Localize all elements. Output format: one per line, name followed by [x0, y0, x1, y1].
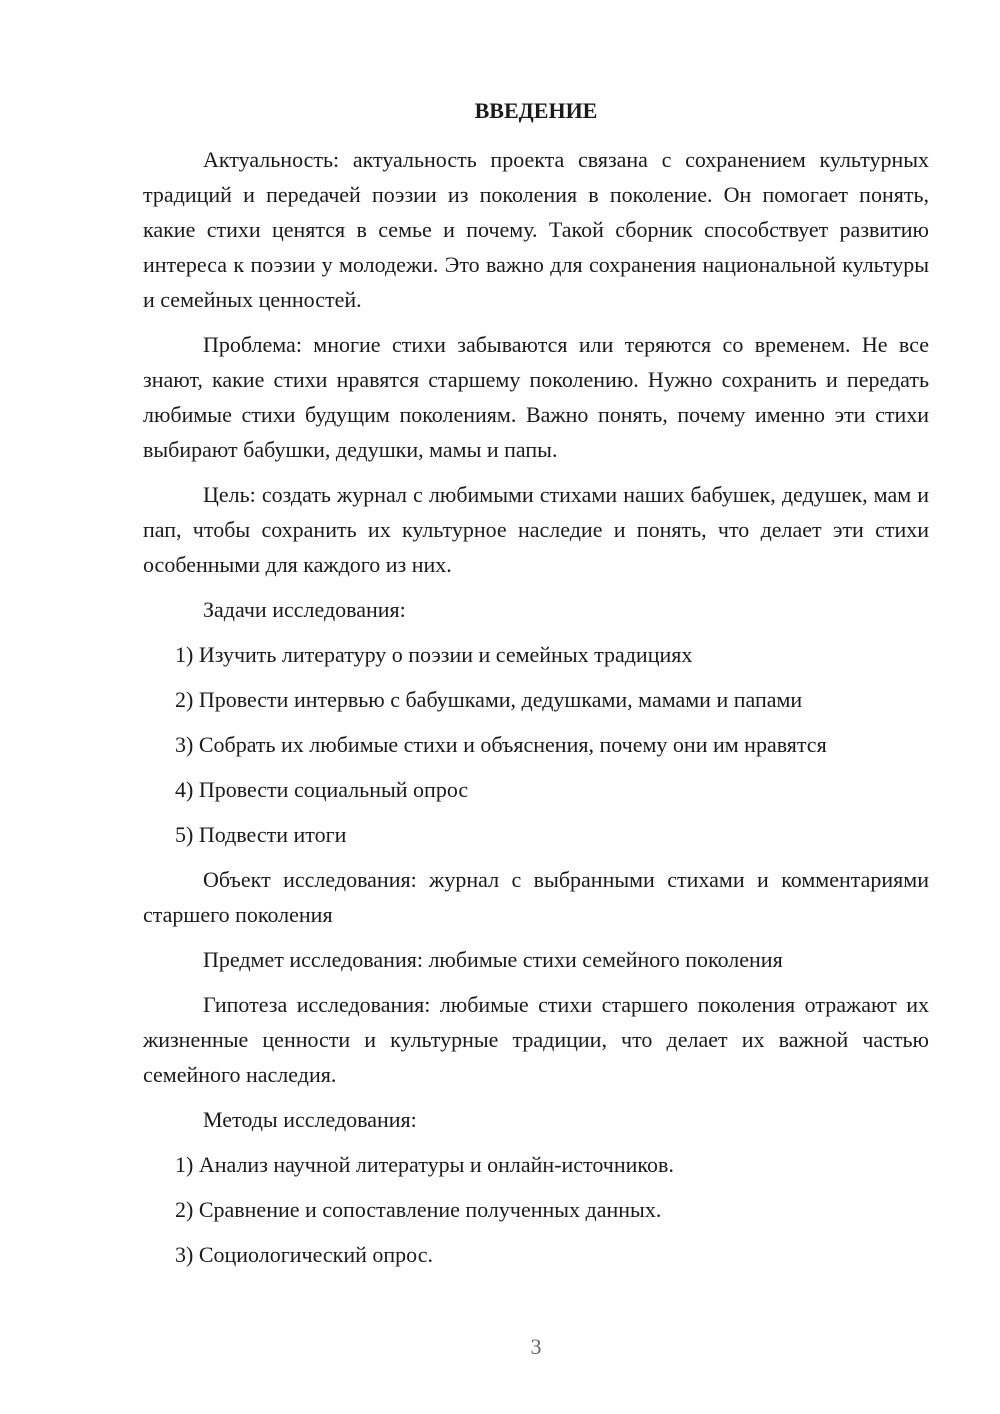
- method-item: 2) Сравнение и сопоставление полученных данных.: [175, 1197, 662, 1222]
- methods-heading: Методы исследования:: [203, 1107, 417, 1132]
- document-page: [143, 96, 929, 1282]
- paragraph-actuality: Актуальность: актуальность проекта связана с сохранением культурных традиций и передачей поэзии из поколения в поколение. Он помогает понять, какие стихи ценятся в семье и почему. Такой сборник способствует развитию интереса к поэзии у молодежи. Это важно для сохранения национальной культуры и семейных ценностей.: [143, 147, 929, 312]
- paragraph-goal: Цель: создать журнал с любимыми стихами наших бабушек, дедушек, мам и пап, чтобы сохранить их культурное наследие и понять, что делает эти стихи особенными для каждого из них.: [143, 482, 929, 577]
- task-item: 3) Собрать их любимые стихи и объяснения, почему они им нравятся: [175, 732, 827, 757]
- task-item: 1) Изучить литературу о поэзии и семейных традициях: [175, 642, 693, 667]
- tasks-heading: Задачи исследования:: [203, 597, 406, 622]
- paragraph-hypothesis: Гипотеза исследования: любимые стихи старшего поколения отражают их жизненные ценности и культурные традиции, что делает их важной частью семейного наследия.: [143, 992, 929, 1087]
- page-number: 3: [530, 1334, 542, 1359]
- method-item: 3) Социологический опрос.: [175, 1242, 433, 1267]
- paragraph-problem: Проблема: многие стихи забываются или теряются со временем. Не все знают, какие стихи нравятся старшему поколению. Нужно сохранить и передать любимые стихи будущим поколениям. Важно понять, почему именно эти стихи выбирают бабушки, дедушки, мамы и папы.: [143, 332, 929, 462]
- paragraph-subject: Предмет исследования: любимые стихи семейного поколения: [203, 947, 783, 972]
- method-item: 1) Анализ научной литературы и онлайн-источников.: [175, 1152, 674, 1177]
- task-item: 4) Провести социальный опрос: [175, 777, 469, 802]
- section-title: ВВЕДЕНИЕ: [474, 98, 598, 123]
- task-item: 2) Провести интервью с бабушками, дедушками, мамами и папами: [175, 687, 803, 712]
- paragraph-object: Объект исследования: журнал с выбранными стихами и комментариями старшего поколения: [143, 867, 929, 927]
- task-item: 5) Подвести итоги: [175, 822, 347, 847]
